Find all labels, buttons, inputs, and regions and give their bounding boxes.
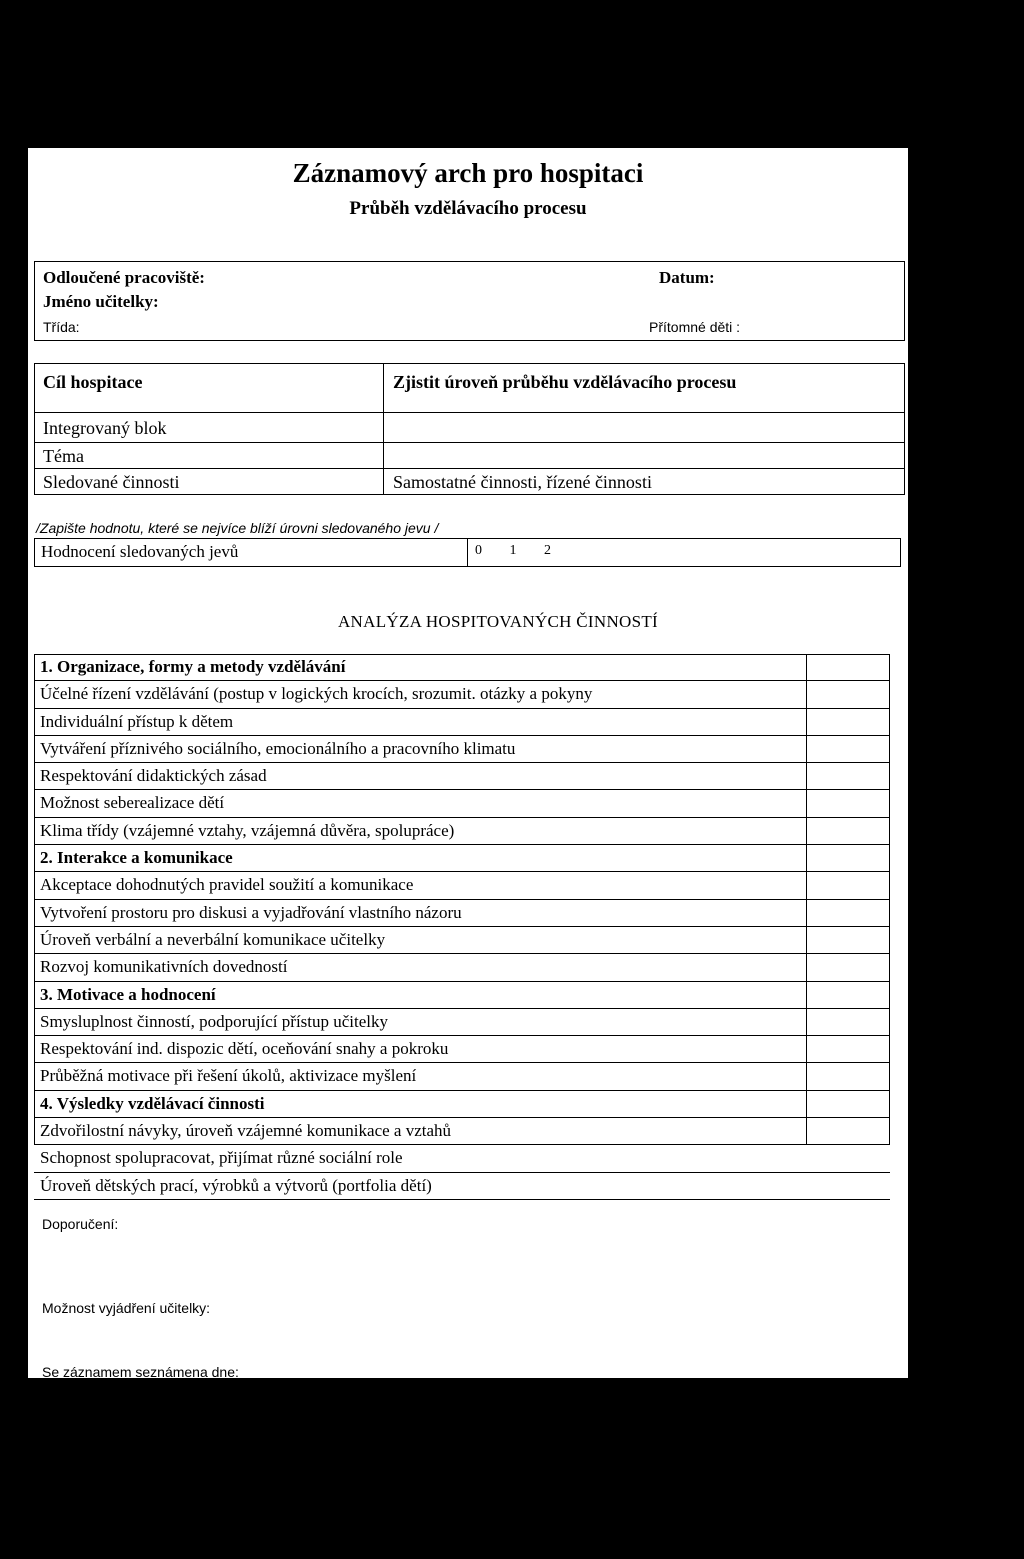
date-label: Datum:	[659, 268, 715, 287]
criteria-table	[34, 654, 890, 1200]
form-page	[28, 148, 908, 1404]
criteria-section-title: 2. Interakce a komunikace	[40, 848, 233, 868]
criteria-row	[34, 1145, 890, 1172]
criteria-text: Vytvoření prostoru pro diskusi a vyjadřování vlastního názoru	[40, 902, 462, 922]
criteria-text: Respektování didaktických zásad	[40, 766, 267, 786]
workplace-label: Odloučené pracoviště:	[43, 268, 205, 287]
inspector-label: Hospitoval:	[636, 1388, 706, 1404]
activities-label: Sledované činnosti	[43, 472, 180, 492]
criteria-section-title: 4. Výsledky vzdělávací činnosti	[40, 1093, 265, 1113]
scoring-scale: 0 1 2	[475, 543, 563, 558]
criteria-section-row	[34, 654, 890, 681]
block-label: Integrovaný blok	[43, 418, 167, 438]
criteria-text: Individuální přístup k dětem	[40, 711, 234, 731]
criteria-row	[34, 1036, 890, 1063]
scoring-label: Hodnocení sledovaných jevů	[41, 542, 239, 561]
criteria-section-row	[34, 1091, 890, 1118]
criteria-text: Respektování ind. dispozic dětí, oceňování snahy a pokroku	[40, 1039, 449, 1059]
criteria-row	[34, 681, 890, 708]
topic-label: Téma	[43, 446, 84, 466]
criteria-row	[34, 872, 890, 899]
criteria-text: Akceptace dohodnutých pravidel soužití a komunikace	[40, 875, 414, 895]
criteria-row	[34, 1118, 890, 1145]
criteria-text: Průběžná motivace při řešení úkolů, aktivizace myšlení	[40, 1066, 417, 1086]
criteria-text: Úroveň verbální a neverbální komunikace učitelky	[40, 929, 386, 949]
scoring-row	[34, 538, 901, 567]
criteria-section-row	[34, 845, 890, 872]
header-box	[34, 261, 905, 341]
goal-table	[34, 363, 905, 495]
criteria-row	[34, 709, 890, 736]
children-present-label: Přítomné děti :	[649, 319, 741, 335]
criteria-row	[34, 900, 890, 927]
criteria-row	[34, 927, 890, 954]
teacher-label: Jméno učitelky:	[43, 292, 159, 311]
analysis-title: ANALÝZA HOSPITOVANÝCH ČINNOSTÍ	[337, 612, 659, 631]
criteria-row	[34, 736, 890, 763]
criteria-text: Úroveň dětských prací, výrobků a výtvorů (portfolia dětí)	[40, 1175, 432, 1195]
page-subtitle: Průběh vzdělávacího procesu	[349, 198, 587, 219]
criteria-section-row	[34, 982, 890, 1009]
instruction-text: /Zapište hodnotu, které se nejvíce blíží úrovni sledovaného jevu /	[36, 520, 439, 536]
criteria-row	[34, 954, 890, 981]
criteria-text: Klima třídy (vzájemné vztahy, vzájemná důvěra, spolupráce)	[40, 820, 455, 840]
criteria-text: Zdvořilostní návyky, úroveň vzájemné komunikace a vztahů	[40, 1121, 452, 1141]
criteria-row	[34, 818, 890, 845]
criteria-text: Rozvoj komunikativních dovedností	[40, 957, 288, 977]
goal-label: Cíl hospitace	[43, 372, 143, 392]
criteria-section-title: 3. Motivace a hodnocení	[40, 984, 216, 1004]
activities-value: Samostatné činnosti, řízené činnosti	[393, 472, 652, 492]
acknowledged-label: Se záznamem seznámena dne:	[42, 1364, 239, 1380]
criteria-row	[34, 1009, 890, 1036]
criteria-row	[34, 1063, 890, 1090]
goal-value: Zjistit úroveň průběhu vzdělávacího procesu	[393, 372, 737, 392]
criteria-row	[34, 763, 890, 790]
criteria-text: Účelné řízení vzdělávání (postup v logických krocích, srozumit. otázky a pokyny	[40, 684, 593, 704]
criteria-text: Vytváření příznivého sociálního, emocionálního a pracovního klimatu	[40, 738, 516, 758]
criteria-row	[34, 790, 890, 817]
criteria-text: Možnost seberealizace dětí	[40, 793, 225, 813]
criteria-row	[34, 1173, 890, 1200]
teacher-comment-label: Možnost vyjádření učitelky:	[42, 1300, 211, 1316]
page-title: Záznamový arch pro hospitaci	[292, 158, 644, 188]
criteria-text: Schopnost spolupracovat, přijímat různé sociální role	[40, 1148, 403, 1168]
criteria-text: Smysluplnost činností, podporující přístup učitelky	[40, 1011, 389, 1031]
class-label: Třída:	[43, 319, 80, 335]
recommendation-label: Doporučení:	[42, 1216, 119, 1232]
criteria-section-title: 1. Organizace, formy a metody vzdělávání	[40, 657, 346, 676]
